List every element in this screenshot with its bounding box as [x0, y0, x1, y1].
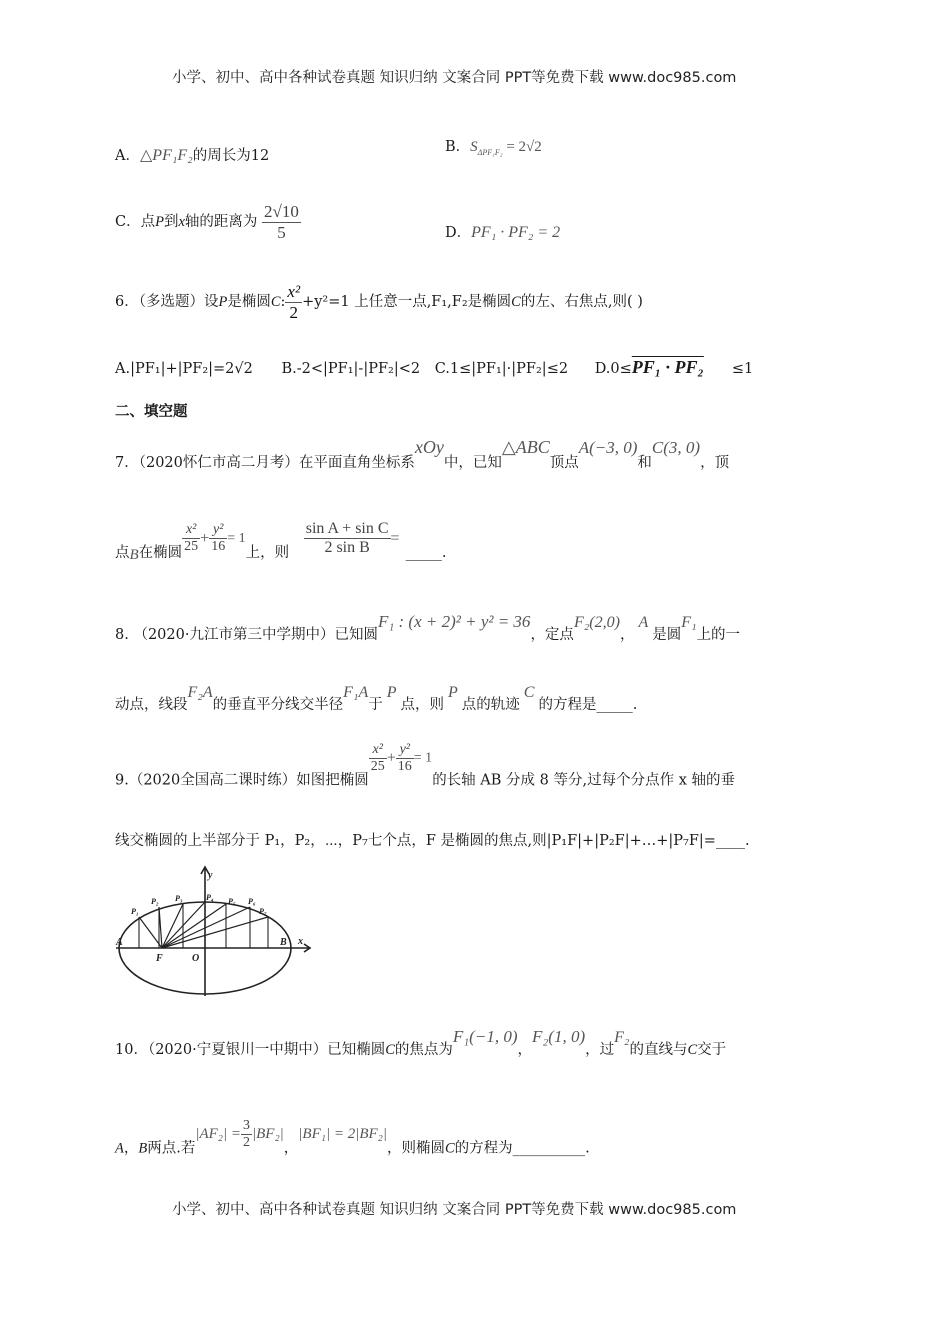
label-a: A	[116, 937, 123, 948]
q7-line1	[115, 437, 730, 471]
q8-l2-mid3: 点，则	[400, 697, 444, 713]
q5-option-b	[445, 140, 542, 157]
q5-c-label: C．点	[115, 213, 156, 230]
q8-mid2: ，	[619, 627, 635, 643]
label-x: x	[298, 936, 303, 947]
q7-prefix: 7．（2020怀仁市高二月考）在平面直角坐标系	[115, 455, 415, 471]
q9-end: 的长轴 AB 分成 8 等分,过每个分点作 x 轴的垂	[432, 772, 735, 789]
q7-xoy: xOy	[414, 437, 444, 457]
q8-blank: 的方程是_____.	[538, 697, 638, 713]
q9-frac2: $\frac{\text{y²}}{16}$	[397, 742, 412, 775]
q5-a-math: △PF₁F₂	[139, 147, 193, 164]
q6-frac-den: 2	[289, 302, 298, 322]
q10-mid3: 的直线与	[629, 1042, 688, 1058]
q6-option-b: B.-2<|PF₁|-|PF₂|<2	[281, 361, 421, 377]
q5-c-p: P	[155, 213, 164, 230]
q10-frac-num: 3	[241, 1118, 252, 1135]
q7-point-c: C(3, 0)	[651, 438, 701, 457]
q10-prefix: 10．（2020·宁夏银川一中期中）已知椭圆	[115, 1042, 386, 1058]
q8-p: P	[386, 684, 397, 701]
q10-lhs1: |AF₂| =	[195, 1126, 241, 1143]
q8-f1a: F₁A	[343, 684, 369, 701]
q5-b-label: B．	[445, 139, 471, 155]
q7-b: B	[129, 546, 139, 563]
q6-fraction	[285, 282, 302, 322]
q10-frac-den: 2	[243, 1135, 250, 1151]
q7-ratio	[304, 520, 391, 558]
q7-end: ，顶	[700, 455, 730, 471]
q10-rhs1: |BF₂|	[252, 1126, 284, 1143]
q8-l2-prefix: 动点，线段	[115, 697, 188, 713]
q8-l2-mid2: 于	[368, 697, 383, 713]
q6-mid: 是椭圆	[227, 293, 271, 310]
q10-sep: ，	[283, 1140, 299, 1157]
q10-l2-comma: ，	[123, 1140, 139, 1157]
q5-c-text1: 到	[163, 213, 179, 230]
q10-fraction	[241, 1118, 252, 1151]
q7-and: 和	[637, 455, 652, 471]
q7-mid2: 顶点	[549, 455, 579, 471]
q10-f2: F₂(1, 0)	[531, 1027, 586, 1046]
q6-end: 的左、右焦点,则( )	[520, 293, 643, 310]
q10-comma: ，	[517, 1042, 532, 1058]
q7-point-a: A(−3, 0)	[578, 438, 638, 457]
q8-line2	[115, 685, 637, 715]
q6-c2: C	[511, 293, 521, 310]
q5-c-frac-den: 5	[277, 222, 286, 242]
page-header: 小学、初中、高中各种试卷真题 知识归纳 文案合同 PPT等免费下载 www.doc985.com	[172, 70, 737, 86]
label-p5: P₅	[228, 897, 236, 906]
q6-option-c: C.1≤|PF₁|·|PF₂|≤2	[434, 361, 569, 377]
q6-frac-num: x²	[287, 282, 301, 301]
label-p1: P₁	[131, 907, 139, 916]
q10-f1: F₁(−1, 0)	[452, 1027, 518, 1046]
q7-l2-mid2: 上，则	[245, 544, 290, 561]
q8-mid3: 是圆	[652, 627, 682, 643]
q7-l2-mid: 在椭圆	[138, 544, 183, 561]
q10-mid2: ，过	[585, 1042, 615, 1058]
section-title: 二、填空题	[115, 403, 188, 420]
q9-line1: 9.（2020全国高二课时练）如图把椭圆 $\frac{\text{x²}}{25}$ + $\frac{\text{y²}}{16}$ = 1的长轴 AB 分成 8 等分,过每个分点作 x 轴的垂	[115, 742, 735, 789]
q5-c-text2: 轴的距离为	[184, 213, 258, 230]
q8-mid: ，定点	[530, 627, 574, 643]
q5-c-frac-num: 2√10	[264, 202, 299, 221]
q7-blank: _____.	[405, 544, 447, 561]
q8-f2a: F₂A	[187, 684, 213, 701]
q6-prefix: 6．（多选题）设	[115, 293, 219, 310]
q5-a-label: A．	[115, 148, 140, 164]
q6-p: P	[218, 293, 228, 310]
q7-ell-rhs: = 1	[227, 530, 246, 546]
page-footer: 小学、初中、高中各种试卷真题 知识归纳 文案合同 PPT等免费下载 www.doc985.com	[172, 1202, 737, 1218]
q6-stem: 6．（多选题）设P是椭圆C: $\frac{\text{x²}}{2}$ +y²=1 上任意一点,F₁,F₂是椭圆C的左、右焦点,则( )	[115, 282, 643, 322]
q7-triangle: △ABC	[501, 437, 550, 457]
q9-frac1: $\frac{\text{x²}}{25}$	[370, 742, 385, 775]
q10-l2-mid: 两点.若	[147, 1140, 196, 1157]
q6-c: C	[270, 293, 281, 310]
q7-line2: 点B在椭圆 $\frac{\text{x²}}{25}$ + $\frac{\text{y²}}{16}$ = 1上，则 $\frac{\text{sin A + sin C}}{\text{2 sin B}}$ =_____.	[115, 520, 447, 563]
q6-option-d-vector: PF₁ · PF₂	[631, 357, 704, 377]
q8-prefix: 8. （2020·九江市第三中学期中）已知圆	[115, 627, 378, 643]
q8-p2: P	[448, 684, 458, 701]
label-p4: P₄	[206, 893, 214, 902]
q10-c3: C	[445, 1140, 455, 1157]
q8-circle: F₁ : (x + 2)² + y² = 36	[377, 612, 531, 631]
q9-rhs: = 1	[413, 750, 433, 766]
q6-option-d-suffix: ≤1	[731, 361, 754, 377]
q9-prefix: 9.（2020全国高二课时练）如图把椭圆	[115, 772, 369, 789]
q10-line2	[115, 1118, 590, 1156]
q8-f1: F₁	[681, 614, 697, 631]
q10-end: 交于	[697, 1042, 727, 1058]
label-p3: P₃	[175, 894, 183, 903]
q8-line1	[115, 613, 740, 643]
q10-eq2: |BF₁| = 2|BF₂|	[298, 1126, 387, 1143]
q6-option-a: A.|PF₁|+|PF₂|=2√2	[115, 361, 253, 377]
q7-ell-frac1: $\frac{\text{x²}}{25}$	[184, 522, 199, 555]
q10-line1	[115, 1028, 726, 1058]
q10-mid: 的焦点为	[394, 1042, 453, 1058]
q5-option-c	[115, 202, 301, 242]
q7-ell-frac2: $\frac{\text{y²}}{16}$	[211, 522, 226, 555]
label-o: O	[192, 953, 200, 964]
q6-after-frac: +y²=1 上任意一点,F₁,F₂是椭圆	[302, 293, 512, 310]
q8-l2-mid4: 点的轨迹	[461, 697, 520, 713]
label-p2: P₂	[151, 897, 159, 906]
q5-c-fraction	[262, 202, 301, 242]
q5-option-d	[445, 225, 560, 241]
label-b: B	[280, 937, 287, 948]
q5-d-math: PF₁ · PF₂ = 2	[471, 224, 561, 241]
q8-l2-mid: 的垂直平分线交半径	[212, 697, 344, 713]
q7-l2-prefix: 点	[115, 544, 130, 561]
q6-options	[115, 358, 753, 377]
q9-line2: 线交椭圆的上半部分于 P₁，P₂，⋯，P₇七个点，F 是椭圆的焦点,则|P₁F|+|P₂F|+…+|P₇F|=____.	[115, 833, 750, 849]
q7-mid: 中，已知	[443, 455, 502, 471]
q6-option-d-prefix: D.0≤	[594, 361, 632, 377]
q8-a: A	[638, 614, 649, 631]
q10-f2b: F₂	[614, 1029, 630, 1046]
q10-c: C	[385, 1042, 395, 1058]
q5-d-label: D．	[445, 225, 472, 241]
q10-l2-mid2: ，则椭圆	[387, 1140, 445, 1157]
label-p6: P₆	[248, 897, 256, 906]
q10-b: B	[138, 1140, 148, 1157]
label-f: F	[156, 953, 163, 964]
q10-a: A	[115, 1140, 124, 1157]
label-p7: P₇	[259, 907, 267, 916]
q10-c2: C	[687, 1042, 698, 1058]
q8-c: C	[523, 684, 535, 701]
q10-blank: 的方程为__________.	[454, 1140, 590, 1157]
q7-ratio-num: sin A + sin C	[304, 520, 391, 539]
vertical-lines	[139, 904, 268, 948]
q7-ratio-den: 2 sin B	[324, 539, 370, 557]
label-y: y	[208, 870, 213, 881]
q8-f2-point: F₂(2,0)	[573, 614, 620, 631]
q8-end: 上的一	[696, 627, 741, 643]
q5-option-a	[115, 148, 269, 164]
q5-c-x: x	[178, 213, 185, 230]
ellipse-figure	[112, 864, 312, 996]
q5-a-text: 的周长为12	[192, 148, 270, 164]
q7-eq: =	[390, 529, 400, 547]
q5-b-math: $S_{\Delta PF_1F_2} = 2√2$	[470, 139, 542, 157]
